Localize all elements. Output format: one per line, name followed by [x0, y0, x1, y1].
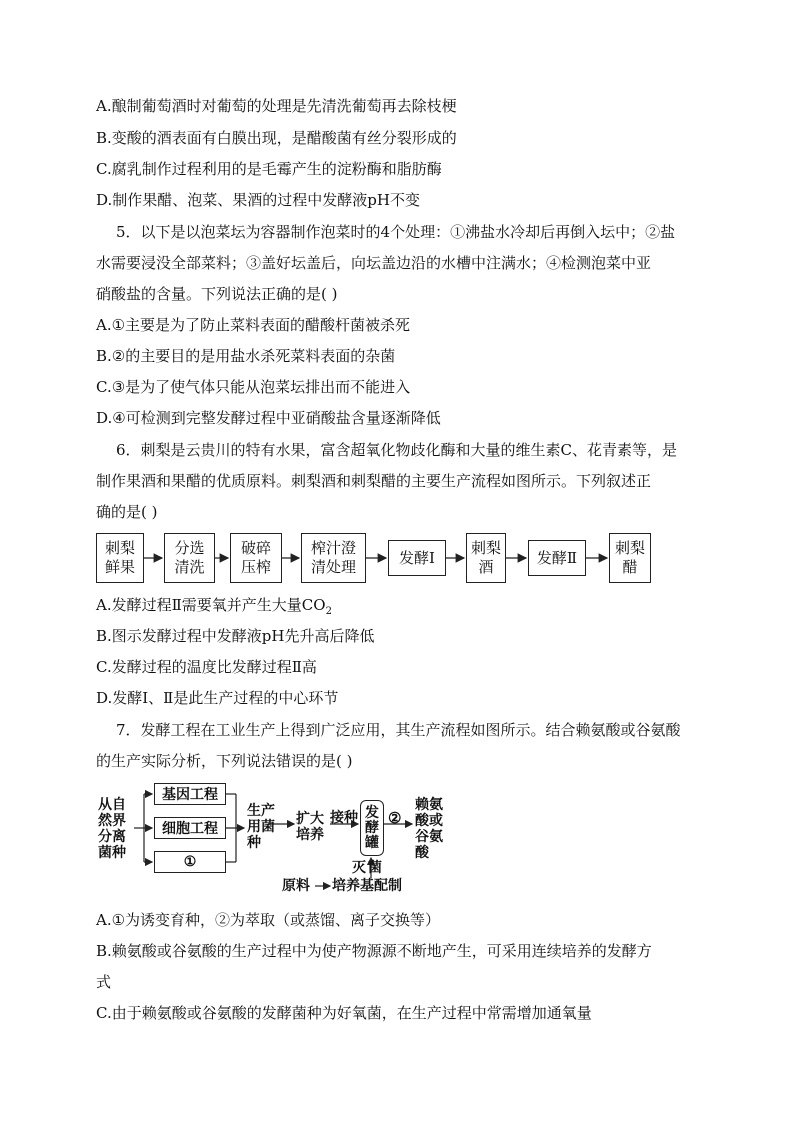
q7-box-blank-1: ① [154, 851, 226, 873]
q5-option-c: C.③是为了使气体只能从泡菜坛排出而不能进入 [96, 378, 411, 396]
q7-option-c: C.由于赖氨酸或谷氨酸的发酵菌种为好氧菌，在生产过程中常需增加通氧量 [96, 1004, 592, 1022]
q7-option-b-line1: B.赖氨酸或谷氨酸的生产过程中为使产物源源不断地产生，可采用连续培养的发酵方 [96, 942, 652, 960]
q7-box-genetic-engineering: 基因工程 [154, 783, 226, 805]
q4-option-a: A.酿制葡萄酒时对葡萄的处理是先清洗葡萄再去除枝梗 [96, 97, 457, 115]
q6-stem-line2: 制作果酒和果醋的优质原料。刺梨酒和刺梨醋的主要生产流程如图所示。下列叙述正 [96, 472, 652, 490]
q7-expand-culture: 扩大 培养 [296, 811, 324, 843]
q7-stem-line2: 的生产实际分析，下列说法错误的是( ) [96, 752, 353, 770]
q7-option-b-line2: 式 [96, 973, 112, 991]
flow-step-fermentation-1: 发酵Ⅰ [388, 540, 446, 576]
q5-option-a: A.①主要是为了防止菜料表面的醋酸杆菌被杀死 [96, 316, 411, 334]
q7-production-strain: 生产 用菌 种 [247, 803, 275, 851]
q7-product-label: 赖氨 酸或 谷氨 酸 [415, 797, 443, 861]
q5-stem-line2: 水需要浸没全部菜料；③盖好坛盖后，向坛盖边沿的水槽中注满水；④检测泡菜中亚 [96, 254, 652, 272]
q7-raw-material-label: 原料 [282, 878, 310, 894]
q7-option-a: A.①为诱变育种，②为萃取（或蒸馏、离子交换等） [96, 911, 441, 929]
q4-option-d: D.制作果醋、泡菜、果酒的过程中发酵液pH不变 [96, 191, 420, 209]
q5-option-d: D.④可检测到完整发酵过程中亚硝酸盐含量逐渐降低 [96, 409, 441, 427]
q5-stem-line3: 硝酸盐的含量。下列说法正确的是( ) [96, 285, 338, 303]
q6-option-a: A.发酵过程Ⅱ需要氧并产生大量$CO_2$ [96, 596, 332, 617]
q5-stem-line1: 5．以下是以泡菜坛为容器制作泡菜时的4个处理：①沸盐水冷却后再倒入坛中；②盐 [116, 223, 676, 241]
flow-step-juice-clarify: 榨汁澄 清处理 [301, 533, 366, 583]
q7-step-2-marker: ② [388, 809, 402, 827]
q6-option-b: B.图示发酵过程中发酵液pH先升高后降低 [96, 627, 375, 645]
flow-step-sort-wash: 分选 清洗 [164, 533, 215, 583]
q6-stem-line1: 6．刺梨是云贵川的特有水果，富含超氧化物歧化酶和大量的维生素C、花青素等，是 [116, 441, 678, 459]
q7-medium-prep-label: 培养基配制 [332, 878, 402, 894]
flow-step-fresh-fruit: 刺梨 鲜果 [96, 533, 144, 583]
flow-step-wine: 刺梨 酒 [466, 533, 506, 583]
flow-step-vinegar: 刺梨 醋 [609, 533, 651, 583]
q4-option-b: B.变酸的酒表面有白膜出现，是醋酸菌有丝分裂形成的 [96, 129, 457, 147]
q5-option-b: B.②的主要目的是用盐水杀死菜料表面的杂菌 [96, 347, 396, 365]
q4-option-c: C.腐乳制作过程利用的是毛霉产生的淀粉酶和脂肪酶 [96, 160, 442, 178]
flow-step-fermentation-2: 发酵Ⅱ [528, 540, 586, 576]
q7-box-cell-engineering: 细胞工程 [154, 817, 226, 839]
q6-option-d: D.发酵Ⅰ、Ⅱ是此生产过程的中心环节 [96, 689, 339, 707]
q7-inoculation-label: 接种 [330, 810, 358, 826]
q7-source-label: 从自 然界 分离 菌种 [98, 797, 126, 861]
q7-sterilization-label: 灭 菌 [352, 860, 382, 876]
q6-stem-line3: 确的是( ) [96, 503, 158, 521]
flow-step-crush-press: 破碎 压榨 [230, 533, 282, 583]
q7-fermentation-tank: 发 酵 罐 [360, 800, 384, 856]
q7-stem-line1: 7．发酵工程在工业生产上得到广泛应用，其生产流程如图所示。结合赖氨酸或谷氨酸 [116, 721, 681, 739]
q6-option-c: C.发酵过程的温度比发酵过程Ⅱ高 [96, 658, 317, 676]
